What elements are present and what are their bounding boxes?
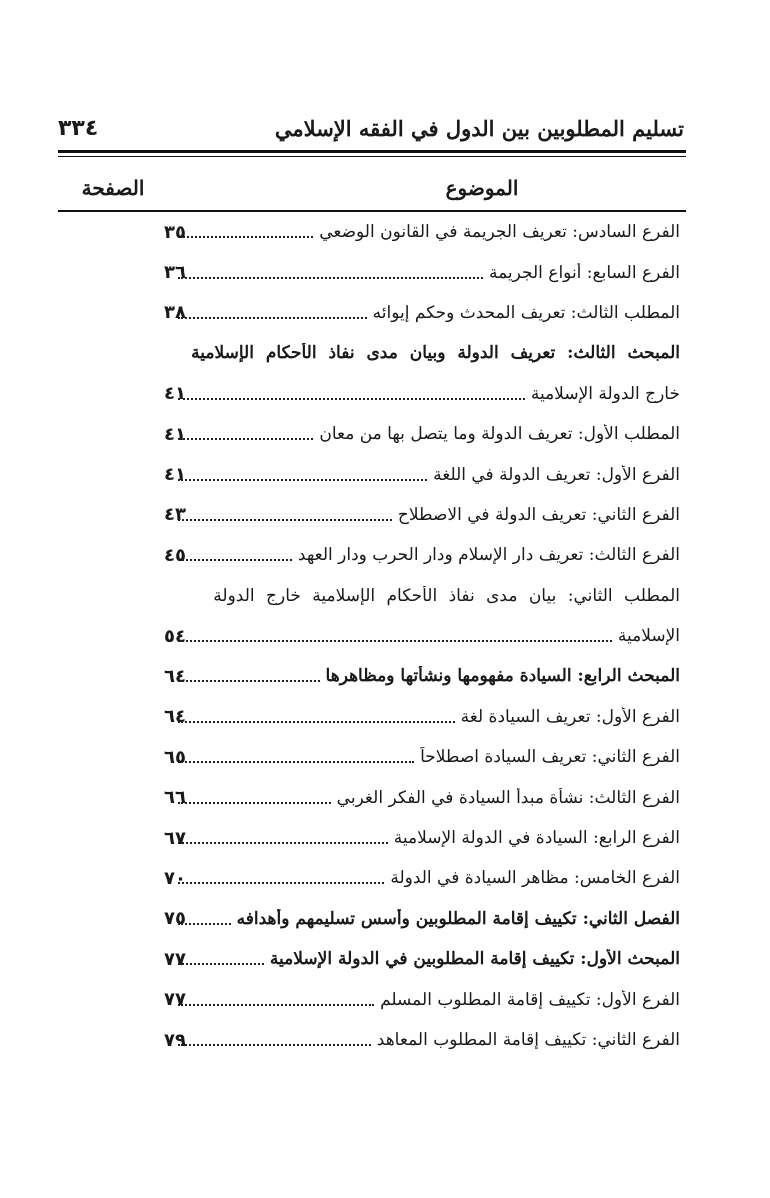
toc-entry-title: الإسلامية — [617, 626, 680, 647]
toc-entry-title: الفرع الثالث: نشأة مبدأ السيادة في الفكر الغربي — [336, 787, 680, 808]
header-rule-thick — [58, 150, 686, 153]
toc-entry-title: الفرع الرابع: السيادة في الدولة الإسلامية — [393, 828, 680, 849]
toc-row — [58, 374, 680, 414]
toc-page-number: ٦٥ — [164, 746, 186, 768]
toc-row — [58, 616, 680, 656]
page-number: ٣٣٤ — [58, 115, 99, 141]
toc-entry-title: الفرع الثاني: تكييف إقامة المطلوب المعاهد — [376, 1030, 680, 1050]
topic-column-header: الموضوع — [445, 176, 519, 200]
toc-list — [58, 212, 680, 1060]
toc-entry-title: الفصل الثاني: تكييف إقامة المطلوبين وأسس تسليمهم وأهدافه — [236, 908, 680, 929]
toc-entry-title: المطلب الثالث: تعريف المحدث وحكم إيوائه — [372, 302, 680, 323]
toc-page-number: ٦٦ — [164, 787, 186, 809]
toc-row — [58, 697, 680, 737]
dot-leader — [178, 1004, 374, 1006]
toc-page-number: ٤٥ — [164, 544, 186, 566]
dot-leader — [178, 640, 612, 642]
toc-row — [58, 454, 680, 494]
column-headers — [58, 170, 686, 206]
toc-entry-title: الفرع الأول: تكييف إقامة المطلوب المسلم — [380, 989, 680, 1010]
toc-page-number: ٥٤ — [164, 625, 186, 647]
toc-page-number: ٧٧ — [164, 989, 186, 1011]
toc-page-number: ٦٤ — [164, 706, 186, 728]
toc-entry-title: الفرع الأول: تعريف الدولة في اللغة — [433, 464, 680, 485]
toc-entry — [58, 586, 680, 606]
running-head — [58, 108, 684, 148]
toc-entry-title: الفرع الخامس: مظاهر السيادة في الدولة — [390, 868, 680, 889]
toc-page-number: ٣٦ — [164, 262, 186, 284]
dot-leader — [178, 842, 388, 844]
toc-row — [58, 737, 680, 777]
toc-entry-title: الفرع الثالث: تعريف دار الإسلام ودار الحرب ودار العهد — [297, 545, 680, 566]
toc-row — [58, 939, 680, 979]
toc-entry-title: الفرع الأول: تعريف السيادة لغة — [460, 706, 680, 727]
toc-page-number: ٧٩ — [164, 1029, 186, 1051]
toc-row — [58, 535, 680, 575]
toc-page-number: ٧٠ — [164, 867, 186, 889]
toc-entry-title: خارج الدولة الإسلامية — [530, 383, 680, 404]
dot-leader — [178, 882, 384, 884]
header-rule-thin — [58, 156, 686, 157]
toc-entry-title: الفرع الثاني: تعريف الدولة في الاصطلاح — [397, 504, 680, 525]
toc-page-number: ٣٥ — [164, 221, 186, 243]
toc-entry-title: الفرع السابع: أنواع الجريمة — [488, 262, 680, 283]
toc-row — [58, 899, 680, 939]
toc-row — [58, 495, 680, 535]
toc-entry-title: الفرع السادس: تعريف الجريمة في القانون الوضعي — [319, 222, 680, 243]
toc-entry-title: المطلب الأول: تعريف الدولة وما يتصل بها من معان — [319, 424, 680, 445]
dot-leader — [178, 802, 331, 804]
toc-page-number: ٣٨ — [164, 302, 186, 324]
toc-row — [58, 333, 680, 373]
toc-entry — [58, 343, 680, 363]
toc-page-number: ٤١ — [164, 464, 186, 486]
toc-row — [58, 979, 680, 1019]
toc-row — [58, 293, 680, 333]
dot-leader — [178, 761, 414, 763]
dot-leader — [178, 721, 455, 723]
toc-row — [58, 858, 680, 898]
dot-leader — [178, 1044, 371, 1046]
toc-entry-title: المبحث الأول: تكييف إقامة المطلوبين في الدولة الإسلامية — [269, 949, 680, 970]
toc-row — [58, 818, 680, 858]
toc-page-number: ٧٧ — [164, 948, 186, 970]
toc-page-number: ٦٤ — [164, 665, 186, 687]
toc-page-number: ٧٥ — [164, 908, 186, 930]
toc-page-number: ٤١ — [164, 383, 186, 405]
page-column-header: الصفحة — [81, 176, 145, 200]
toc-row — [58, 414, 680, 454]
dot-leader — [178, 317, 367, 319]
dot-leader — [178, 479, 427, 481]
toc-row — [58, 576, 680, 616]
toc-page-number: ٦٧ — [164, 827, 186, 849]
toc-entry-title: المبحث الثالث: تعريف الدولة وبيان مدى نفاذ الأحكام الإسلامية — [191, 343, 680, 364]
dot-leader — [178, 277, 483, 279]
dot-leader — [178, 398, 525, 400]
dot-leader — [178, 519, 392, 521]
toc-row — [58, 656, 680, 696]
toc-row — [58, 212, 680, 252]
toc-row — [58, 1020, 680, 1060]
book-title: تسليم المطلوبين بين الدول في الفقه الإسلامي — [274, 115, 684, 141]
toc-row — [58, 777, 680, 817]
toc-page-number: ٤١ — [164, 423, 186, 445]
toc-entry-title: الفرع الثاني: تعريف السيادة اصطلاحاً — [420, 747, 680, 768]
toc-page-number: ٤٣ — [164, 504, 186, 526]
toc-entry-title: المطلب الثاني: بيان مدى نفاذ الأحكام الإسلامية خارج الدولة — [213, 585, 680, 606]
toc-row — [58, 252, 680, 292]
toc-entry-title: المبحث الرابع: السيادة مفهومها ونشأتها ومظاهرها — [325, 666, 680, 687]
